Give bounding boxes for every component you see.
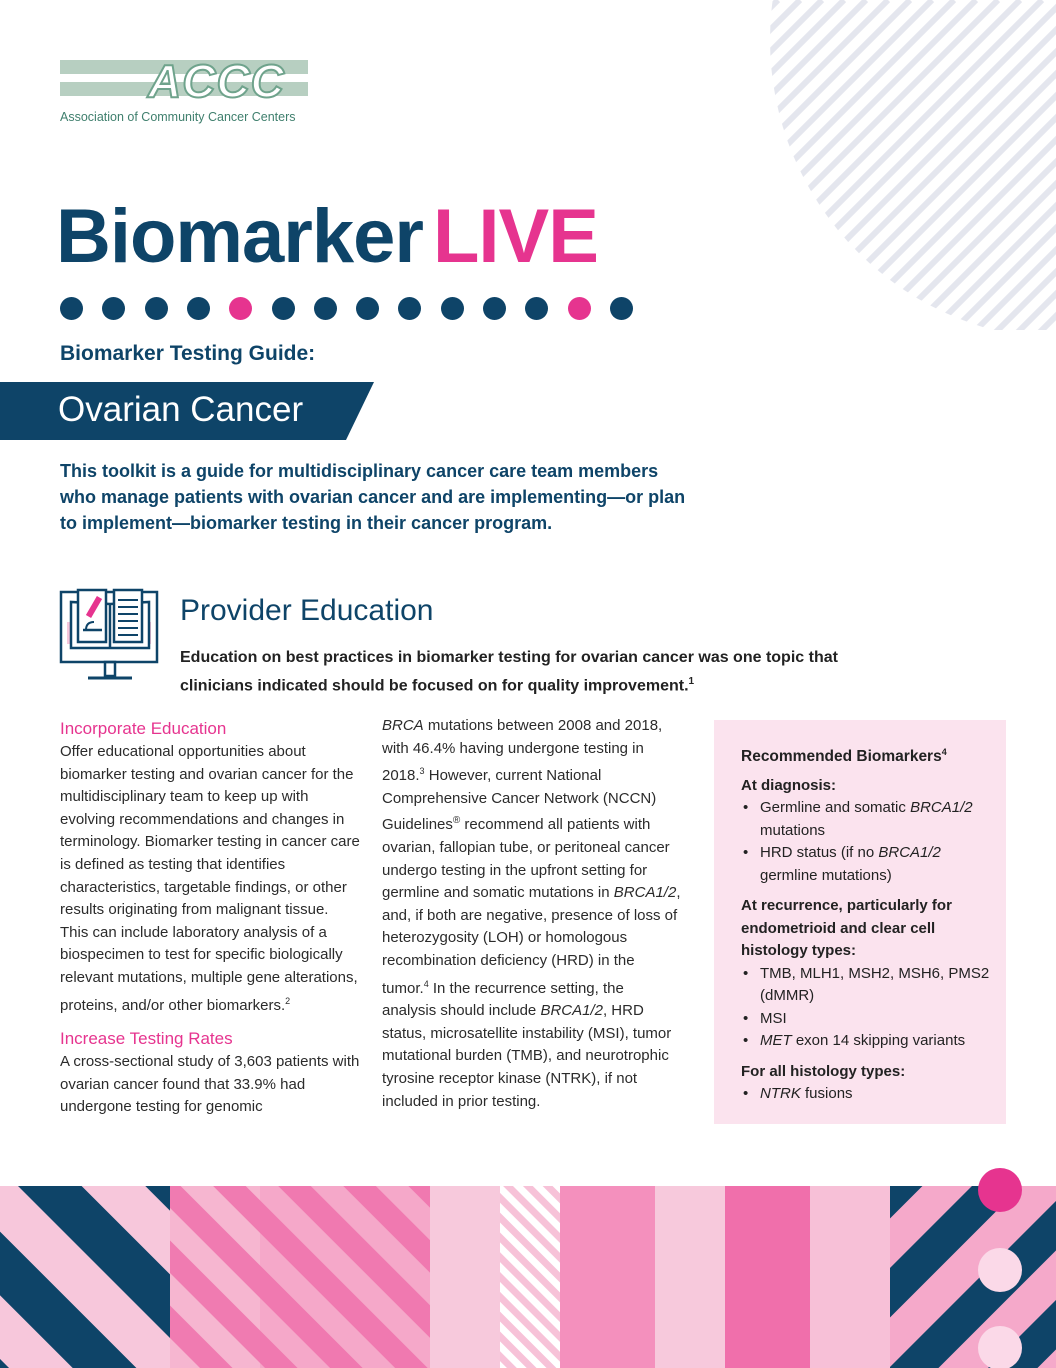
accc-logo bbox=[60, 55, 320, 128]
paragraph-incorporate-education: Offer educational opportunities about biomarker testing and ovarian cancer for the multidisciplinary team to keep up with evolving recommendations and changes in terminology. Biomarker testing in cancer care is defined as testing that identifies characteristics, targetable findings, or other results originating from malignant tissue. This can include laboratory analysis of a biospecimen to test for specific biologically relevant mutations, multiple gene alterations, proteins, and/or other biomarkers.$^2$ bbox=[60, 743, 360, 1014]
label-all-histology: For all histology types: bbox=[741, 1062, 906, 1080]
list-item: • HRD status (if no BRCA1/2 germline mutations) bbox=[741, 842, 997, 887]
section-description: Education on best practices in biomarker testing for ovarian cancer was one topic that clinicians indicated should be focused on for quality improvement.$^1$ bbox=[180, 649, 838, 695]
page-title bbox=[56, 192, 598, 282]
dot-row bbox=[60, 297, 640, 321]
decorative-dot bbox=[610, 297, 633, 320]
decorative-dot bbox=[525, 297, 548, 320]
decorative-dot bbox=[398, 297, 421, 320]
heading-incorporate-education: Incorporate Education bbox=[60, 719, 227, 738]
box-heading: Recommended Biomarkers$^4$ bbox=[741, 747, 947, 766]
list-item: • NTRK fusions bbox=[741, 1083, 997, 1106]
title-biomarker: Biomarker bbox=[56, 194, 423, 279]
decorative-stripes bbox=[770, 0, 1056, 330]
intro-text: This toolkit is a guide for multidisciplinary cancer care team members who manage patients with ovarian cancer and are implementing—or plan to implement—biomarker testing in their cancer program. bbox=[60, 461, 686, 533]
decorative-dot bbox=[441, 297, 464, 320]
list-item: • Germline and somatic BRCA1/2 mutations bbox=[741, 797, 997, 842]
decorative-dot bbox=[145, 297, 168, 320]
list-item: • MSI bbox=[741, 1008, 997, 1031]
decorative-dot bbox=[483, 297, 506, 320]
list-item: • TMB, MLH1, MSH2, MSH6, PMS2 (dMMR) bbox=[741, 963, 997, 1008]
heading-increase-testing-rates: Increase Testing Rates bbox=[60, 1029, 233, 1049]
decorative-dot bbox=[314, 297, 337, 320]
decorative-dot bbox=[60, 297, 83, 320]
banner-title: Ovarian Cancer bbox=[58, 390, 304, 429]
decorative-dot bbox=[356, 297, 379, 320]
title-live: LIVE bbox=[432, 194, 598, 279]
decorative-dot bbox=[229, 297, 252, 320]
list-at-recurrence bbox=[741, 963, 997, 1053]
footer-pattern bbox=[0, 1168, 1056, 1368]
recommended-biomarkers-content bbox=[741, 741, 997, 1114]
column-2 bbox=[382, 715, 682, 1113]
decorative-dot bbox=[187, 297, 210, 320]
decorative-dot bbox=[568, 297, 591, 320]
list-at-diagnosis bbox=[741, 797, 997, 887]
list-all-histology bbox=[741, 1083, 997, 1106]
section-title: Provider Education bbox=[180, 594, 434, 627]
paragraph-testing-continued: BRCA mutations between 2008 and 2018, with 46.4% having undergone testing in 2018.$^3$ However, current National Comprehensive Cancer Network (NCCN) Guidelines® recommend all patients with ovarian, fallopian tube, or peritoneal cancer undergo testing in the upfront setting for germline and somatic mutations in BRCA1/2, and, if both are negative, presence of loss of heterozygosity (LOH) or homologous recombination deficiency (HRD) in the tumor.$^4$ In the recurrence setting, the analysis should include BRCA1/2, HRD status, microsatellite instability (MSI), tumor mutational burden (TMB), and neurotrophic tyrosine receptor kinase (NTRK), if not included in prior testing. bbox=[382, 717, 681, 1110]
logo-subtitle: Association of Community Cancer Centers bbox=[60, 110, 296, 124]
decorative-dot bbox=[102, 297, 125, 320]
guide-label: Biomarker Testing Guide: bbox=[60, 342, 316, 365]
label-at-diagnosis: At diagnosis: bbox=[741, 776, 837, 794]
book-monitor-icon bbox=[58, 586, 162, 690]
label-at-recurrence: At recurrence, particularly for endometrioid and clear cell histology types: bbox=[741, 897, 952, 960]
logo-wordmark: ACCC bbox=[148, 55, 285, 107]
list-item: • MET exon 14 skipping variants bbox=[741, 1030, 997, 1053]
decorative-dot bbox=[272, 297, 295, 320]
column-1 bbox=[60, 717, 360, 1119]
paragraph-increase-testing-rates: A cross-sectional study of 3,603 patients with ovarian cancer found that 33.9% had undergone testing for genomic bbox=[60, 1053, 360, 1116]
